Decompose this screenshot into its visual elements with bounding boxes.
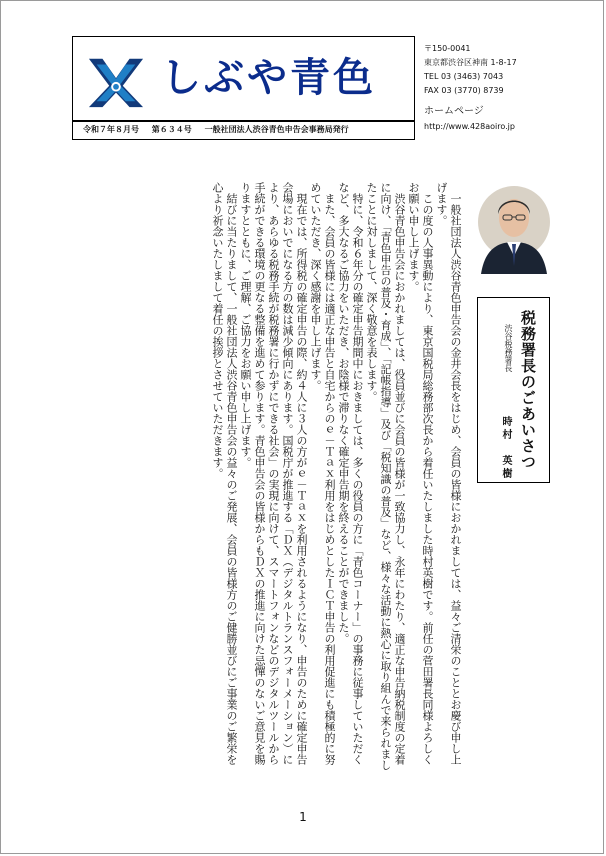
- page-number: 1: [299, 810, 307, 824]
- greeting-title-box: [477, 297, 550, 483]
- paragraph: また、会員の皆様には適正な申告と自宅からのｅ－Ｔａｘ利用をはじめとしたＩＣＴ申告の利用促進にも積極的に努めていただき、深く感謝を申し上げます。: [309, 182, 336, 765]
- paragraph: 現在では、所得税の確定申告の際、約４人に３人の方がｅ－Ｔａｘを利用されるようになり、申告のために確定申告会場においでになる方の数は減少傾向にあります。国税庁が推進する「ＤＸ（デジタルトランスフォーメーション）により、あらゆる税務手続が税務署に行かずにできる社会」の実現に向けて、スマートフォンなどのデジタルツールから手続ができる環境の更なる整備を進めて参ります。青色申告会の皆様からもＤＸの推進に向けた忌憚のないご意見を賜りますとともに、ご理解、ご協力をお願い申し上げます。: [239, 182, 308, 765]
- address: 東京都渋谷区神南 1-8-17: [424, 58, 517, 67]
- masthead: [72, 36, 415, 140]
- director-name: 時村 英樹: [500, 416, 511, 481]
- homepage-label: ホームページ: [424, 106, 484, 117]
- portrait-photo: [477, 182, 551, 274]
- issue-line: [83, 124, 408, 136]
- greeting-body: [96, 182, 462, 774]
- publisher: 一般社団法人渋谷青色申告会事務局発行: [204, 125, 349, 134]
- postal-code: 〒150-0041: [424, 44, 471, 53]
- homepage-url[interactable]: http://www.428aoiro.jp: [424, 122, 515, 131]
- tax-office-title: 渋谷税務署長: [504, 324, 513, 372]
- paragraph: この度の人事異動により、東京国税局総務部次長から着任いたしました時村英樹です。前任の菅田署長同様よろしくお願い申し上げます。: [407, 182, 434, 765]
- telephone: TEL 03 (3463) 7043: [424, 72, 504, 81]
- fax: FAX 03 (3770) 8739: [424, 86, 504, 95]
- paragraph: 渋谷青色申告会におかれましては、役員並びに会員の皆様が一致協力し、永年にわたり、適正な申告納税制度の定着に向け、「青色申告の普及・育成」、「記帳指導」及び「税知識の普及」など、様々な活動に熱心に取り組んで来られましたことに対しまして、深く敬意を表します。: [365, 182, 406, 771]
- paragraph: 一般社団法人渋谷青色申告会の金井会長をはじめ、会員の皆様におかれましては、益々ご清栄のこととお慶び申し上げます。: [435, 182, 462, 765]
- issue-date: 令和７年８月号: [83, 125, 139, 134]
- greeting-title: 税務署長のごあいさつ: [519, 310, 537, 470]
- contact-block: [424, 42, 574, 134]
- paragraph: 結びに当たりまして、一般社団法人渋谷青色申告会の益々のご発展、会員の皆様方のご健勝並びにご事業のご繁栄を心より祈念いたしまして着任の挨拶とさせていただきます。: [211, 182, 238, 765]
- divider: [73, 120, 414, 122]
- paragraph: 特に、令和６年分の確定申告期間中におきましては、多くの役員の方に「青色コーナー」の事務に従事していただくなど、多大なるご協力をいただき、お陰様で滞りなく確定申告期を終えることができました。: [337, 182, 364, 765]
- newsletter-title: しぶや青色: [161, 55, 376, 101]
- issue-number: 第６３４号: [151, 125, 192, 134]
- shibuya-aoiro-logo-icon: [87, 51, 145, 109]
